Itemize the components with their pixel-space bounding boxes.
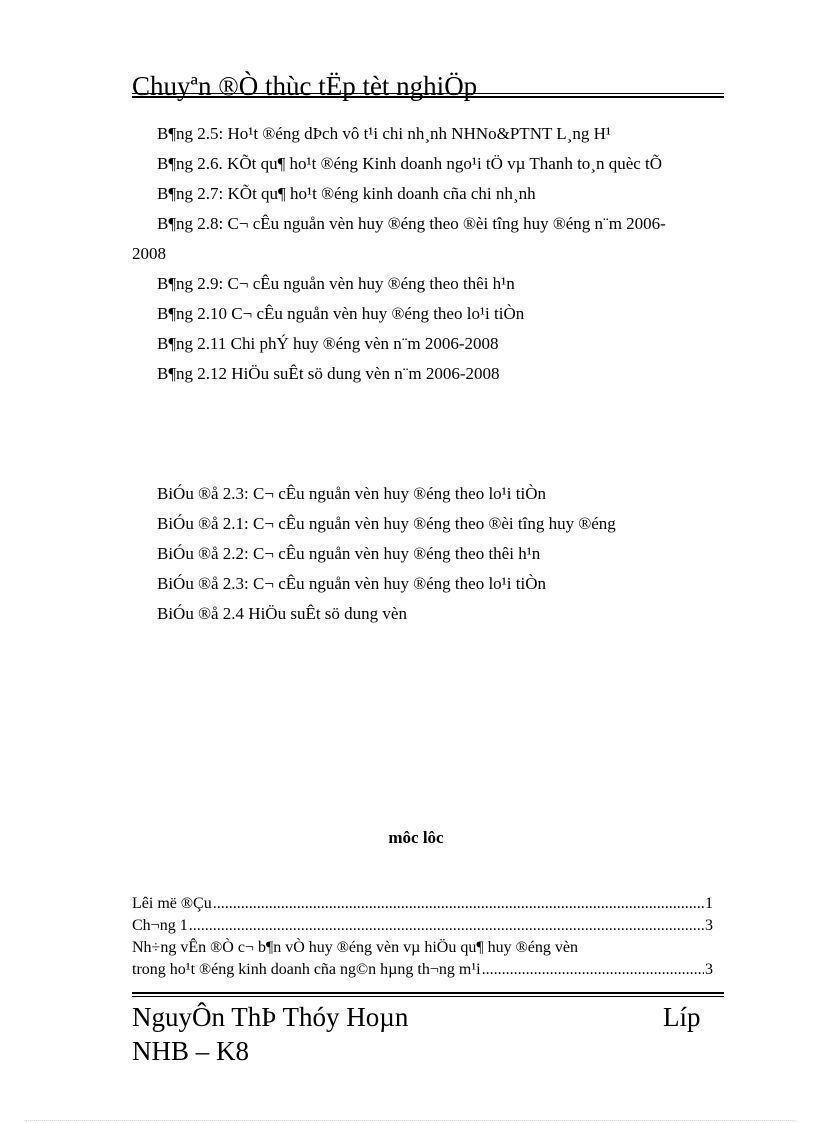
header-title: Chuyªn ®Ò thùc tËp tèt nghiÖp [132, 71, 478, 101]
toc-leader-dots [482, 960, 704, 980]
toc-entry-label: Lêi më ®Çu [132, 895, 212, 912]
table-list-item: B¶ng 2.7: KÕt qu¶ ho¹t ®éng kinh doanh cña chi nh¸nh [157, 184, 536, 203]
footer-class-label: Líp [663, 1002, 701, 1032]
toc-entry[interactable] [132, 960, 713, 980]
toc-entry-label: Nh÷ng vÊn ®Ò c¬ b¶n vÒ huy ®éng vèn vµ hiÖu qu¶ huy ®éng vèn [132, 939, 578, 956]
table-list-item: B¶ng 2.11 Chi phÝ huy ®éng vèn n¨m 2006-2008 [157, 334, 499, 353]
chart-list-item: BiÓu ®å 2.2: C¬ cÊu nguån vèn huy ®éng theo thêi h¹n [157, 544, 541, 563]
chart-list-item: BiÓu ®å 2.3: C¬ cÊu nguån vèn huy ®éng theo lo¹i tiÒn [157, 574, 546, 593]
footer-rule [132, 996, 724, 997]
table-list-item: B¶ng 2.6. KÕt qu¶ ho¹t ®éng Kinh doanh ngo¹i tÖ vµ Thanh to¸n quèc tÕ [157, 154, 663, 173]
toc-entry-page: 3 [705, 961, 713, 978]
toc-leader-dots [189, 916, 704, 936]
footer-author-name: NguyÔn ThÞ Thóy Hoµn [132, 1002, 409, 1032]
toc-entry-page: 1 [705, 895, 713, 912]
table-list-item-continuation: 2008 [132, 244, 166, 263]
footer-rule [132, 992, 724, 994]
page-break-line [25, 1120, 795, 1121]
toc-entry[interactable] [132, 938, 702, 958]
table-list-item: B¶ng 2.5: Ho¹t ®éng dÞch vô t¹i chi nh¸nh NHNo&PTNT L¸ng H¹ [157, 124, 611, 143]
header-rule [132, 93, 724, 94]
toc-entry[interactable] [132, 916, 713, 936]
table-list-item: B¶ng 2.12 HiÖu suÊt sö dung vèn n¨m 2006-2008 [157, 364, 500, 383]
toc-leader-dots [213, 894, 704, 914]
chart-list-item: BiÓu ®å 2.1: C¬ cÊu nguån vèn huy ®éng theo ®èi tîng huy ®éng [157, 514, 616, 533]
toc-entry[interactable] [132, 894, 713, 914]
table-list-item: B¶ng 2.10 C¬ cÊu nguån vèn huy ®éng theo lo¹i tiÒn [157, 304, 525, 323]
toc-title: môc lôc [388, 828, 444, 847]
table-list-item: B¶ng 2.9: C¬ cÊu nguån vèn huy ®éng theo thêi h¹n [157, 274, 515, 293]
header-rule [132, 96, 724, 98]
table-list-item: B¶ng 2.8: C¬ cÊu nguån vèn huy ®éng theo ®èi tîng huy ®éng n¨m 2006- [157, 214, 666, 233]
chart-list-item: BiÓu ®å 2.4 HiÖu suÊt sö dung vèn [157, 604, 407, 623]
chart-list-item: BiÓu ®å 2.3: C¬ cÊu nguån vèn huy ®éng theo lo¹i tiÒn [157, 484, 546, 503]
toc-entry-page: 3 [705, 917, 713, 934]
toc-entry-label: Ch¬ng 1 [132, 917, 188, 934]
footer-class-group: NHB – K8 [132, 1036, 250, 1066]
toc-entry-label: trong ho¹t ®éng kinh doanh cña ng©n hµng th¬ng m¹i [132, 961, 481, 978]
